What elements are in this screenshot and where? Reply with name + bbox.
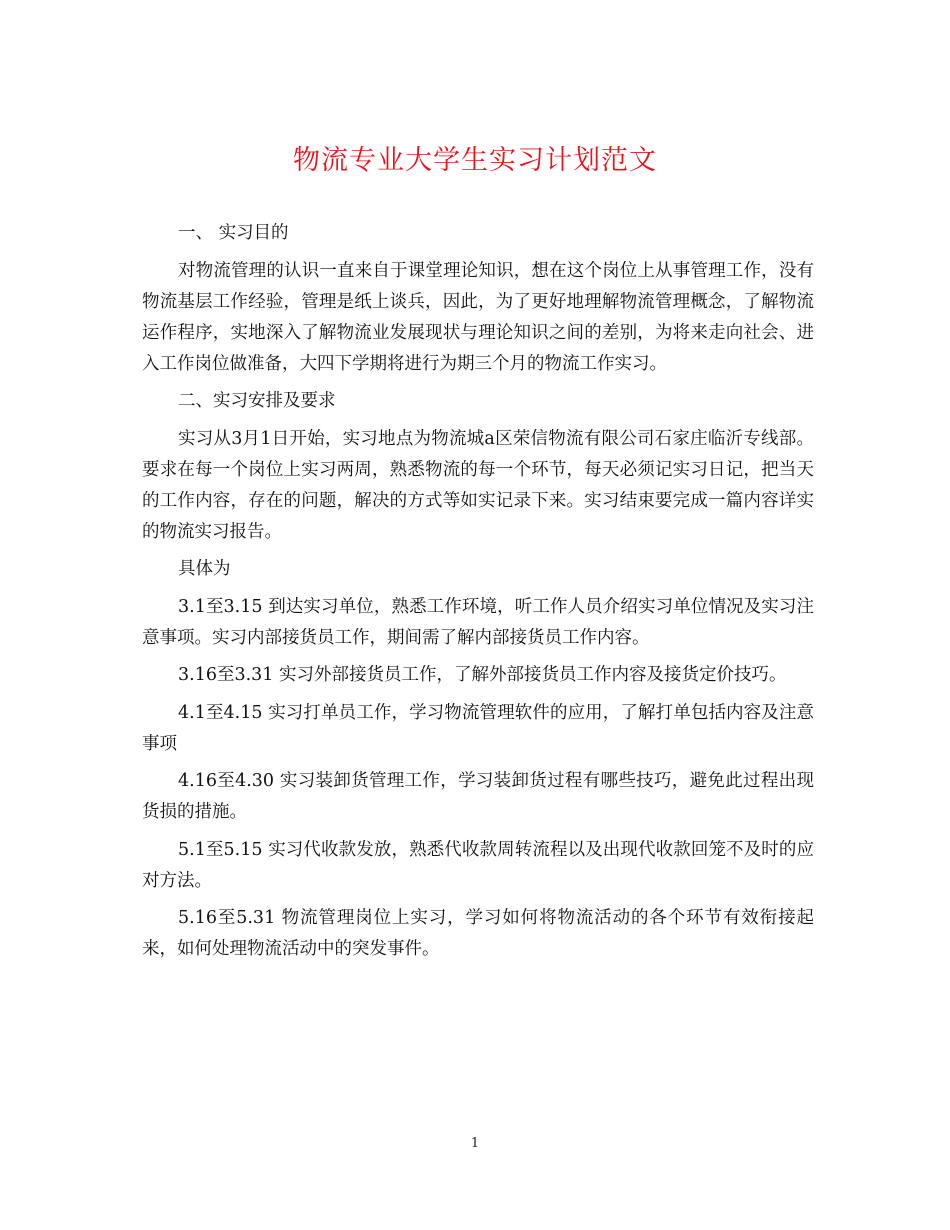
schedule-item: 3.1至3.15 到达实习单位，熟悉工作环境，听工作人员介绍实习单位情况及实习注意事项。实习内部接货员工作，期间需了解内部接货员工作内容。 xyxy=(142,596,814,648)
section-heading-purpose: 一、 实习目的 xyxy=(178,223,289,243)
paragraph-specifics-label: 具体为 xyxy=(178,559,231,579)
paragraph-purpose: 对物流管理的认识一直来自于课堂理论知识，想在这个岗位上从事管理工作，没有物流基层工作经验，管理是纸上谈兵，因此，为了更好地理解物流管理概念，了解物流运作程序，实地深入了解物流业发展现状与理论知识之间的差别，为将来走向社会、进入工作岗位做准备，大四下学期将进行为期三个月的物流工作实习。 xyxy=(142,260,814,374)
schedule-item: 5.1至5.15 实习代收款发放，熟悉代收款周转流程以及出现代收款回笼不及时的应对方法。 xyxy=(142,839,814,891)
section-heading-arrangement: 二、实习安排及要求 xyxy=(178,391,336,411)
page-number: 1 xyxy=(470,1136,480,1151)
schedule-item: 5.16至5.31 物流管理岗位上实习，学习如何将物流活动的各个环节有效衔接起来，如何处理物流活动中的突发事件。 xyxy=(142,908,814,959)
schedule-item: 4.16至4.30 实习装卸货管理工作，学习装卸货过程有哪些技巧，避免此过程出现货损的措施。 xyxy=(142,771,814,822)
schedule-item: 3.16至3.31 实习外部接货员工作，了解外部接货员工作内容及接货定价技巧。 xyxy=(178,665,787,685)
document-title: 物流专业大学生实习计划范文 xyxy=(293,145,657,176)
schedule-item: 4.1至4.15 实习打单员工作，学习物流管理软件的应用，了解打单包括内容及注意事项 xyxy=(142,702,814,754)
paragraph-arrangement: 实习从3月1日开始，实习地点为物流城a区荣信物流有限公司石家庄临沂专线部。要求在每一个岗位上实习两周，熟悉物流的每一个环节，每天必须记实习日记，把当天的工作内容，存在的问题，解决的方式等如实记录下来。实习结束要完成一篇内容详实的物流实习报告。 xyxy=(142,428,814,542)
document-body xyxy=(142,218,814,972)
